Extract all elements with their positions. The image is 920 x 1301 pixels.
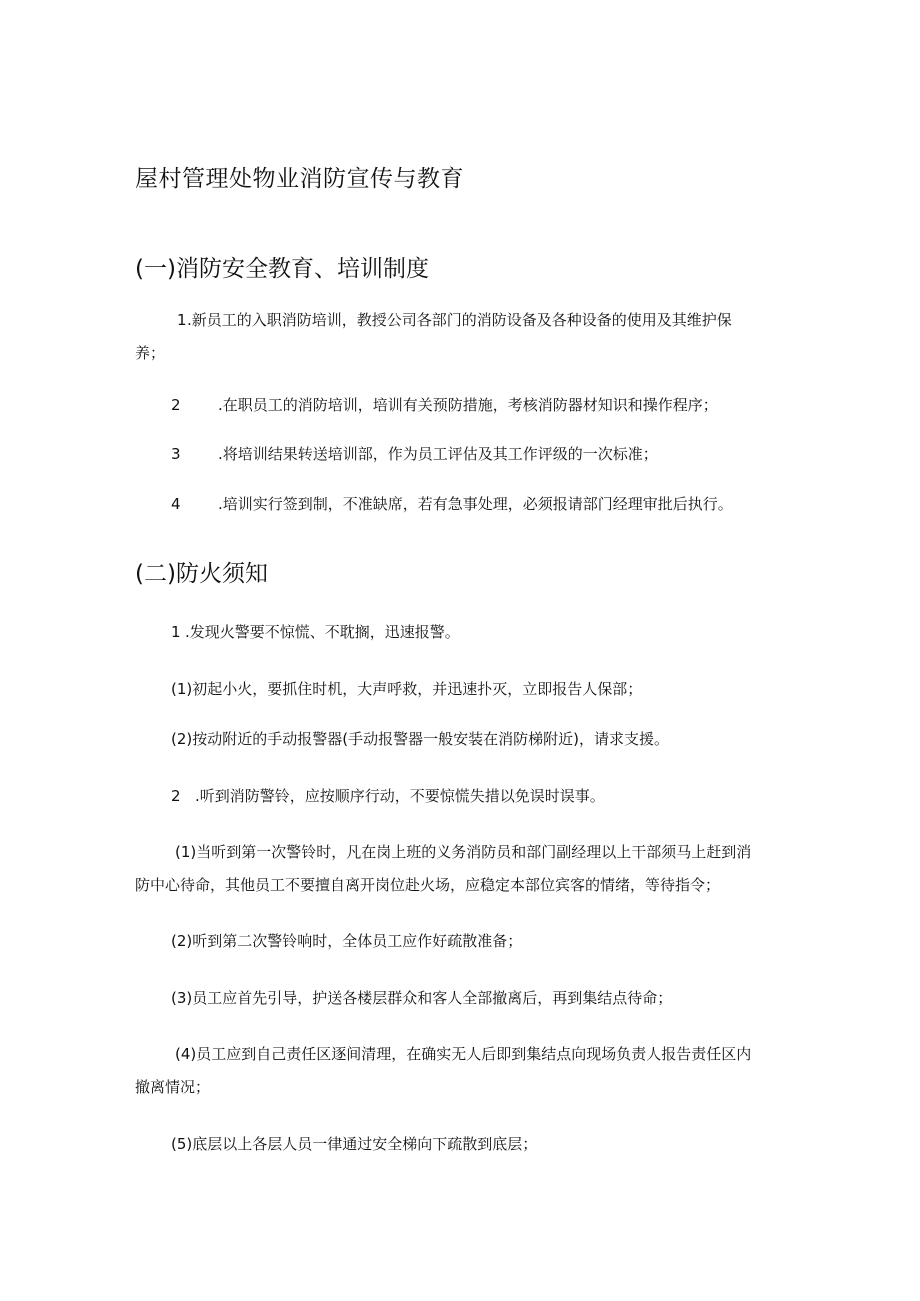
- paragraph-text: .培训实行签到制，不准缺席，若有急事处理，必须报请部门经理审批后执行。: [218, 495, 733, 513]
- item-number: 2: [171, 787, 181, 805]
- paragraph-text: 撤离情况；: [135, 1078, 211, 1096]
- item-number: 1: [171, 623, 181, 641]
- paragraph-text: .听到消防警铃，应按顺序行动，不要惊慌失措以免误时误事。: [195, 787, 605, 805]
- paragraph-text: (2)按动附近的手动报警器(手动报警器一般安装在消防梯附近)，请求支援。: [171, 730, 669, 748]
- paragraph-text: .新员工的入职消防培训，教授公司各部门的消防设备及各种设备的使用及其维护保: [187, 311, 732, 329]
- item-number: 2: [171, 396, 181, 414]
- paragraph-text: .在职员工的消防培训，培训有关预防措施，考核消防器材知识和操作程序；: [218, 396, 718, 414]
- section-heading-training: (一)消防安全教育、培训制度: [135, 256, 429, 282]
- paragraph-text: .发现火警要不惊慌、不耽搁，迅速报警。: [185, 623, 460, 641]
- item-number: 4: [171, 495, 181, 513]
- paragraph-text: (1)当听到第一次警铃时，凡在岗上班的义务消防员和部门副经理以上干部须马上赶到消: [175, 843, 752, 861]
- paragraph-text: 养；: [135, 344, 166, 362]
- paragraph-text: 防中心待命，其他员工不要擅自离开岗位赴火场，应稳定本部位宾客的情绪，等待指令；: [135, 876, 721, 894]
- document-title: 屋村管理处物业消防宣传与教育: [135, 166, 464, 192]
- paragraph-text: (4)员工应到自己责任区逐间清理，在确实无人后即到集结点向现场负责人报告责任区内: [175, 1045, 752, 1063]
- section-heading-fire-notice: (二)防火须知: [135, 561, 268, 587]
- paragraph-text: (1)初起小火，要抓住时机，大声呼救，并迅速扑灭，立即报告人保部；: [171, 680, 643, 698]
- item-number: 3: [171, 445, 181, 463]
- paragraph-text: .将培训结果转送培训部，作为员工评估及其工作评级的一次标准；: [218, 445, 658, 463]
- paragraph-text: (3)员工应首先引导，护送各楼层群众和客人全部撤离后，再到集结点待命；: [171, 989, 673, 1007]
- paragraph-text: (2)听到第二次警铃响时，全体员工应作好疏散准备；: [171, 932, 523, 950]
- paragraph-text: (5)底层以上各层人员一律通过安全梯向下疏散到底层；: [171, 1135, 538, 1153]
- item-number: 1: [177, 311, 187, 329]
